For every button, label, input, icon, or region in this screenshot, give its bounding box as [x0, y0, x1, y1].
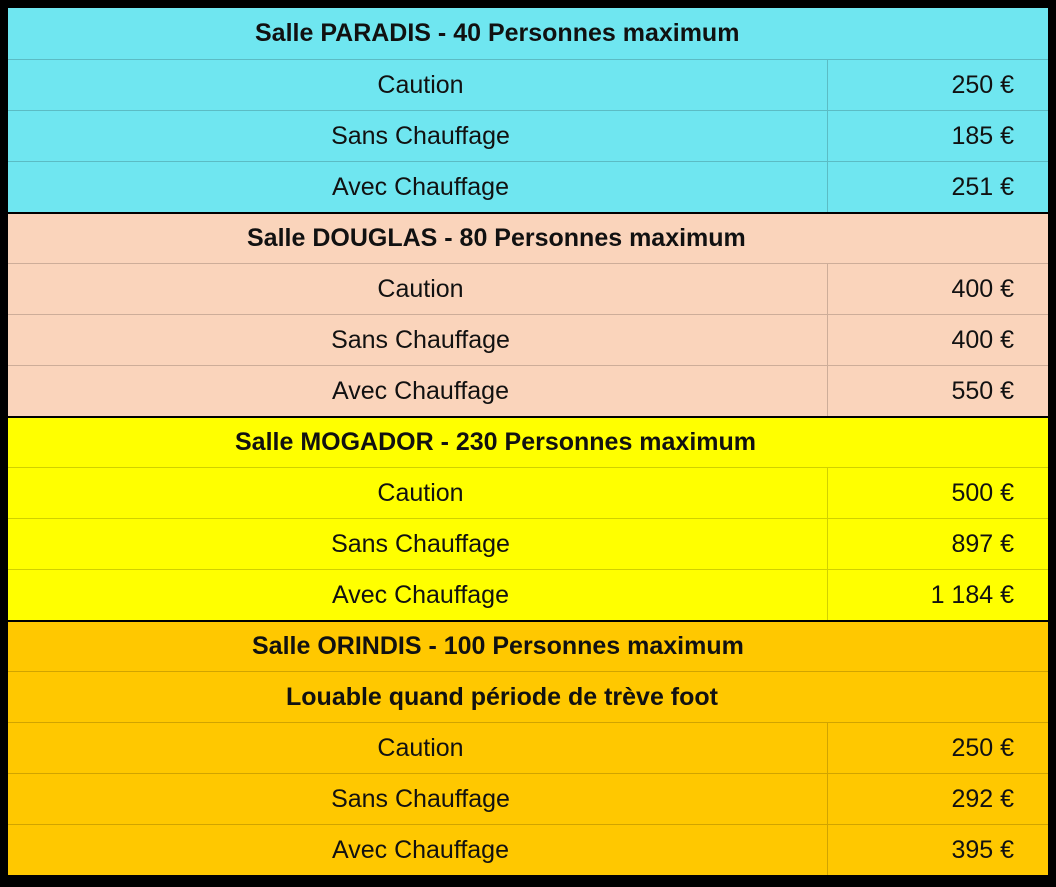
price-label-cell: [8, 825, 828, 875]
room-title-row: [8, 416, 1048, 467]
price-label: Sans Chauffage: [331, 325, 510, 354]
price-value: 1 184 €: [930, 580, 1014, 609]
pricing-table: [8, 8, 1048, 879]
room-title: Salle MOGADOR - 230 Personnes maximum: [235, 428, 757, 456]
room-section: [8, 8, 1048, 212]
room-note: Louable quand période de trève foot: [286, 682, 718, 711]
price-label-cell: [8, 468, 828, 518]
price-label: Avec Chauffage: [332, 376, 509, 405]
price-row: [8, 518, 1048, 569]
price-value: 251 €: [951, 172, 1014, 201]
price-label-cell: [8, 366, 828, 416]
price-value: 500 €: [951, 478, 1014, 507]
price-row: [8, 467, 1048, 518]
price-label-cell: [8, 570, 828, 620]
price-label: Sans Chauffage: [331, 784, 510, 813]
price-row: [8, 59, 1048, 110]
price-label: Caution: [377, 478, 464, 507]
price-label: Sans Chauffage: [331, 529, 510, 558]
price-value: 550 €: [951, 376, 1014, 405]
sections-container: [8, 8, 1048, 875]
price-label: Avec Chauffage: [332, 835, 509, 864]
room-section: [8, 416, 1048, 620]
room-title: Salle ORINDIS - 100 Personnes maximum: [252, 632, 744, 660]
price-row: [8, 365, 1048, 416]
price-value: 395 €: [951, 835, 1014, 864]
room-title-row: [8, 8, 1048, 59]
room-section: [8, 620, 1048, 875]
price-row: [8, 824, 1048, 875]
price-label: Avec Chauffage: [332, 580, 509, 609]
room-title: Salle DOUGLAS - 80 Personnes maximum: [247, 224, 746, 252]
price-row: [8, 773, 1048, 824]
price-label-cell: [8, 111, 828, 161]
price-label-cell: [8, 162, 828, 212]
price-value: 400 €: [951, 325, 1014, 354]
price-label: Caution: [377, 70, 464, 99]
room-section: [8, 212, 1048, 416]
price-label-cell: [8, 264, 828, 314]
room-note-row: [8, 671, 1048, 722]
price-row: [8, 110, 1048, 161]
price-value: 897 €: [951, 529, 1014, 558]
price-value: 400 €: [951, 274, 1014, 303]
price-label-cell: [8, 60, 828, 110]
price-label: Caution: [377, 733, 464, 762]
price-label: Caution: [377, 274, 464, 303]
price-value: 250 €: [951, 70, 1014, 99]
room-title-row: [8, 620, 1048, 671]
price-label-cell: [8, 723, 828, 773]
room-title-row: [8, 212, 1048, 263]
price-label-cell: [8, 774, 828, 824]
price-label-cell: [8, 315, 828, 365]
price-value: 292 €: [951, 784, 1014, 813]
price-row: [8, 314, 1048, 365]
price-value: 185 €: [951, 121, 1014, 150]
price-value: 250 €: [951, 733, 1014, 762]
price-row: [8, 722, 1048, 773]
price-row: [8, 569, 1048, 620]
room-title: Salle PARADIS - 40 Personnes maximum: [255, 19, 740, 47]
price-label: Sans Chauffage: [331, 121, 510, 150]
price-row: [8, 263, 1048, 314]
price-label: Avec Chauffage: [332, 172, 509, 201]
price-label-cell: [8, 519, 828, 569]
price-row: [8, 161, 1048, 212]
